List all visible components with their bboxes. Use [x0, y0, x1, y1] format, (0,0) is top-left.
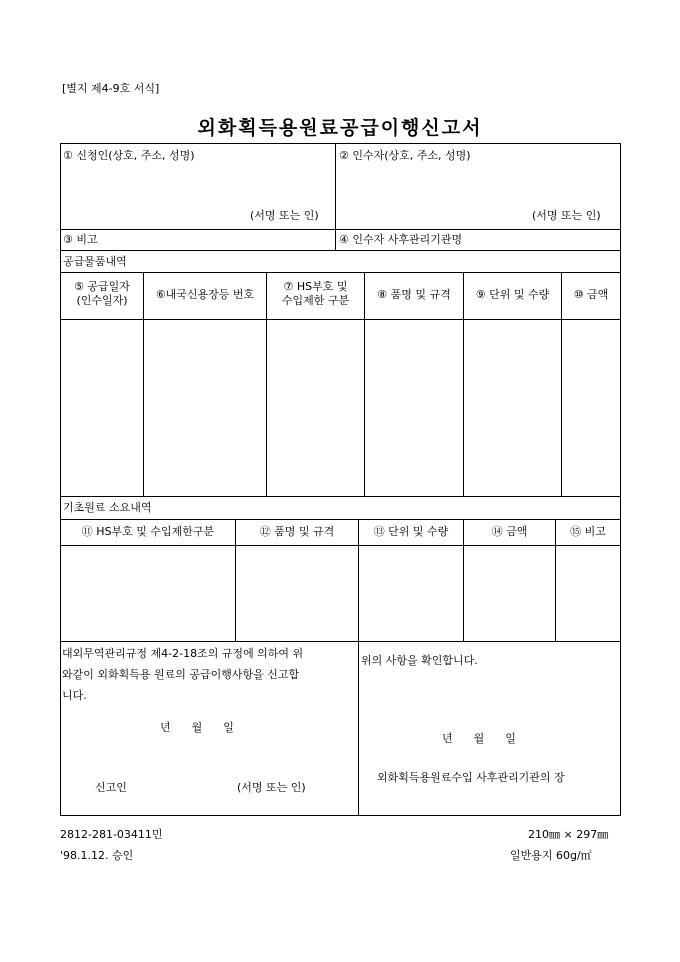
form-number-label: [별지 제4-9호 서식]: [62, 82, 160, 95]
paper-size: 210㎜ × 297㎜: [528, 828, 609, 841]
row-divider: [60, 319, 621, 320]
supply-col-header: ⑨ 단위 및 수량: [475, 288, 550, 301]
row-divider: [60, 519, 621, 520]
authority-label: 외화획득용원료수입 사후관리기관의 장: [377, 771, 565, 784]
col-divider: [335, 143, 336, 250]
row-divider: [60, 496, 621, 497]
agency-label: ④ 인수자 사후관리기관명: [339, 233, 463, 246]
raw-col-header: ⑪ HS부호 및 수입제한구분: [81, 525, 215, 538]
supply-col-header: ⑤ 공급일자 (인수일자): [74, 280, 130, 307]
page-title: 외화획득용원료공급이행신고서: [197, 117, 483, 139]
supply-col-header: ⑦ HS부호 및 수입제한 구분: [281, 280, 350, 307]
receiver-label: ② 인수자(상호, 주소, 성명): [339, 149, 471, 162]
col-divider: [364, 272, 365, 496]
confirmation-text: 위의 사항을 확인합니다.: [361, 654, 478, 667]
form-code: 2812-281-03411민: [60, 828, 163, 841]
row-divider: [60, 229, 621, 230]
confirmation-date[interactable]: 년 월 일: [442, 732, 516, 745]
applicant-label: ① 신청인(상호, 주소, 성명): [63, 149, 195, 162]
raw-section-title: 기초원료 소요내역: [63, 501, 152, 514]
applicant-signature-field[interactable]: (서명 또는 인): [250, 209, 319, 222]
row-divider: [60, 545, 621, 546]
declarant-signature-field[interactable]: (서명 또는 인): [237, 781, 306, 794]
row-divider: [60, 250, 621, 251]
paper-type: 일반용지 60g/㎡: [510, 849, 592, 862]
raw-col-header: ⑬ 단위 및 수량: [373, 525, 449, 538]
raw-col-header: ⑫ 품명 및 규격: [259, 525, 335, 538]
declaration-date[interactable]: 년 월 일: [160, 721, 234, 734]
supply-section-title: 공급물품내역: [63, 255, 127, 268]
row-divider: [60, 641, 621, 642]
row-divider: [60, 272, 621, 273]
raw-col-header: ⑭ 금액: [491, 525, 528, 538]
declaration-text: 대외무역관리규정 제4-2-18조의 규정에 의하여 위 와같이 외화획득용 원료의 공급이행사항을 신고합 니다.: [62, 647, 304, 702]
col-divider: [561, 272, 562, 496]
receiver-signature-field[interactable]: (서명 또는 인): [532, 209, 601, 222]
col-divider: [143, 272, 144, 496]
approval-date: '98.1.12. 승인: [60, 849, 134, 862]
col-divider: [358, 519, 359, 816]
supply-col-header: ⑧ 품명 및 규격: [377, 288, 451, 301]
supply-col-header: ⑩ 금액: [573, 288, 609, 301]
raw-col-header: ⑮ 비고: [570, 525, 606, 538]
col-divider: [463, 272, 464, 496]
declarant-label: 신고인: [95, 781, 127, 794]
supply-col-header: ⑥내국신용장등 번호: [155, 288, 255, 301]
remarks-label: ③ 비고: [63, 233, 98, 246]
